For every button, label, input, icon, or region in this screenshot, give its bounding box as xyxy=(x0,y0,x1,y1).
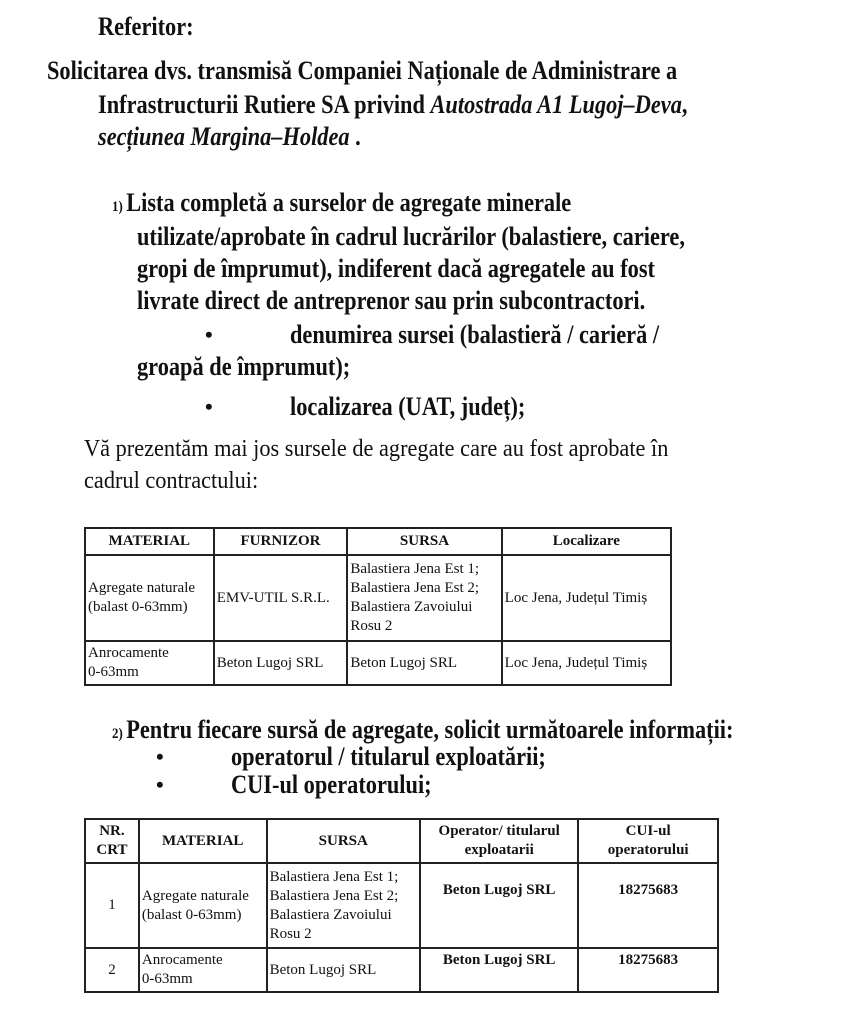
sursa-cell: Balastiera Jena Est 1; Balastiera Jena Est 2; Balastiera Zavoiului Rosu 2 xyxy=(267,863,420,948)
bullet-icon: • xyxy=(156,772,164,797)
header-operator: Operator/ titularul exploatarii xyxy=(420,819,578,863)
section1-number: 1) xyxy=(112,199,123,215)
table-header-row xyxy=(85,819,718,863)
request-line-1: Solicitarea dvs. transmisă Companiei Naționale de Administrare a xyxy=(47,56,678,85)
header-material: MATERIAL xyxy=(85,528,214,555)
sources-table xyxy=(84,527,672,686)
material-cell: Agregate naturale (balast 0-63mm) xyxy=(85,555,214,641)
table-row xyxy=(85,948,718,992)
project-name: Autostrada A1 Lugoj–Deva xyxy=(430,90,682,119)
answer-line-2: cadrul contractului: xyxy=(84,468,259,494)
request-line-2-end: , xyxy=(681,90,688,119)
nr-cell: 1 xyxy=(85,863,139,948)
bullet-icon: • xyxy=(205,322,213,347)
operators-table xyxy=(84,818,719,993)
furnizor-cell: Beton Lugoj SRL xyxy=(214,641,348,685)
cui-cell: 18275683 xyxy=(578,948,718,992)
referitor-label: Referitor: xyxy=(98,12,194,41)
section1-text: Lista completă a surselor de agregate minerale xyxy=(126,188,572,217)
request-line-3 xyxy=(98,124,361,150)
section2-bullet-2: CUI-ul operatorului; xyxy=(231,770,432,799)
material-cell: Anrocamente 0-63mm xyxy=(139,948,267,992)
header-localizare: Localizare xyxy=(502,528,671,555)
table-row xyxy=(85,641,671,685)
sursa-cell: Balastiera Jena Est 1; Balastiera Jena Est 2; Balastiera Zavoiului Rosu 2 xyxy=(347,555,501,641)
header-sursa: SURSA xyxy=(267,819,420,863)
header-material: MATERIAL xyxy=(139,819,267,863)
operator-cell: Beton Lugoj SRL xyxy=(420,863,578,948)
bullet-icon: • xyxy=(205,394,213,419)
cui-cell: 18275683 xyxy=(578,863,718,948)
section1-line-4: livrate direct de antreprenor sau prin subcontractori. xyxy=(137,286,646,315)
sursa-cell: Beton Lugoj SRL xyxy=(267,948,420,992)
header-furnizor: FURNIZOR xyxy=(214,528,348,555)
nr-cell: 2 xyxy=(85,948,139,992)
section1-line-3: gropi de împrumut), indiferent dacă agregatele au fost xyxy=(137,254,655,283)
bullet-icon: • xyxy=(156,744,164,769)
request-line-2-plain: Infrastructurii Rutiere SA privind xyxy=(98,90,431,119)
section2-bullet-1: operatorul / titularul exploatării; xyxy=(231,742,546,771)
request-line-2 xyxy=(98,92,687,118)
section2-text: Pentru fiecare sursă de agregate, solicit următoarele informații: xyxy=(126,715,734,744)
section1-line-1 xyxy=(112,190,571,216)
section2-title xyxy=(112,717,733,743)
table-header-row xyxy=(85,528,671,555)
section1-bullet-1-continuation: groapă de împrumut); xyxy=(137,352,351,381)
header-sursa: SURSA xyxy=(347,528,501,555)
section-name: secțiunea Margina–Holdea xyxy=(98,122,350,151)
section1-line-2: utilizate/aprobate în cadrul lucrărilor (balastiere, cariere, xyxy=(137,222,685,251)
furnizor-cell: EMV-UTIL S.R.L. xyxy=(214,555,348,641)
answer-line-1: Vă prezentăm mai jos sursele de agregate care au fost aprobate în xyxy=(84,436,669,462)
request-line-3-end: . xyxy=(349,122,361,151)
section1-bullet-2: localizarea (UAT, județ); xyxy=(290,392,526,421)
material-cell: Anrocamente 0-63mm xyxy=(85,641,214,685)
table-row xyxy=(85,555,671,641)
localizare-cell: Loc Jena, Județul Timiș xyxy=(502,641,671,685)
header-nr-crt: NR. CRT xyxy=(85,819,139,863)
section2-number: 2) xyxy=(112,726,123,742)
table-row xyxy=(85,863,718,948)
header-cui: CUI-ul operatorului xyxy=(578,819,718,863)
section1-bullet-1: denumirea sursei (balastieră / carieră / xyxy=(290,320,660,349)
material-cell: Agregate naturale (balast 0-63mm) xyxy=(139,863,267,948)
operator-cell: Beton Lugoj SRL xyxy=(420,948,578,992)
sursa-cell: Beton Lugoj SRL xyxy=(347,641,501,685)
localizare-cell: Loc Jena, Județul Timiș xyxy=(502,555,671,641)
